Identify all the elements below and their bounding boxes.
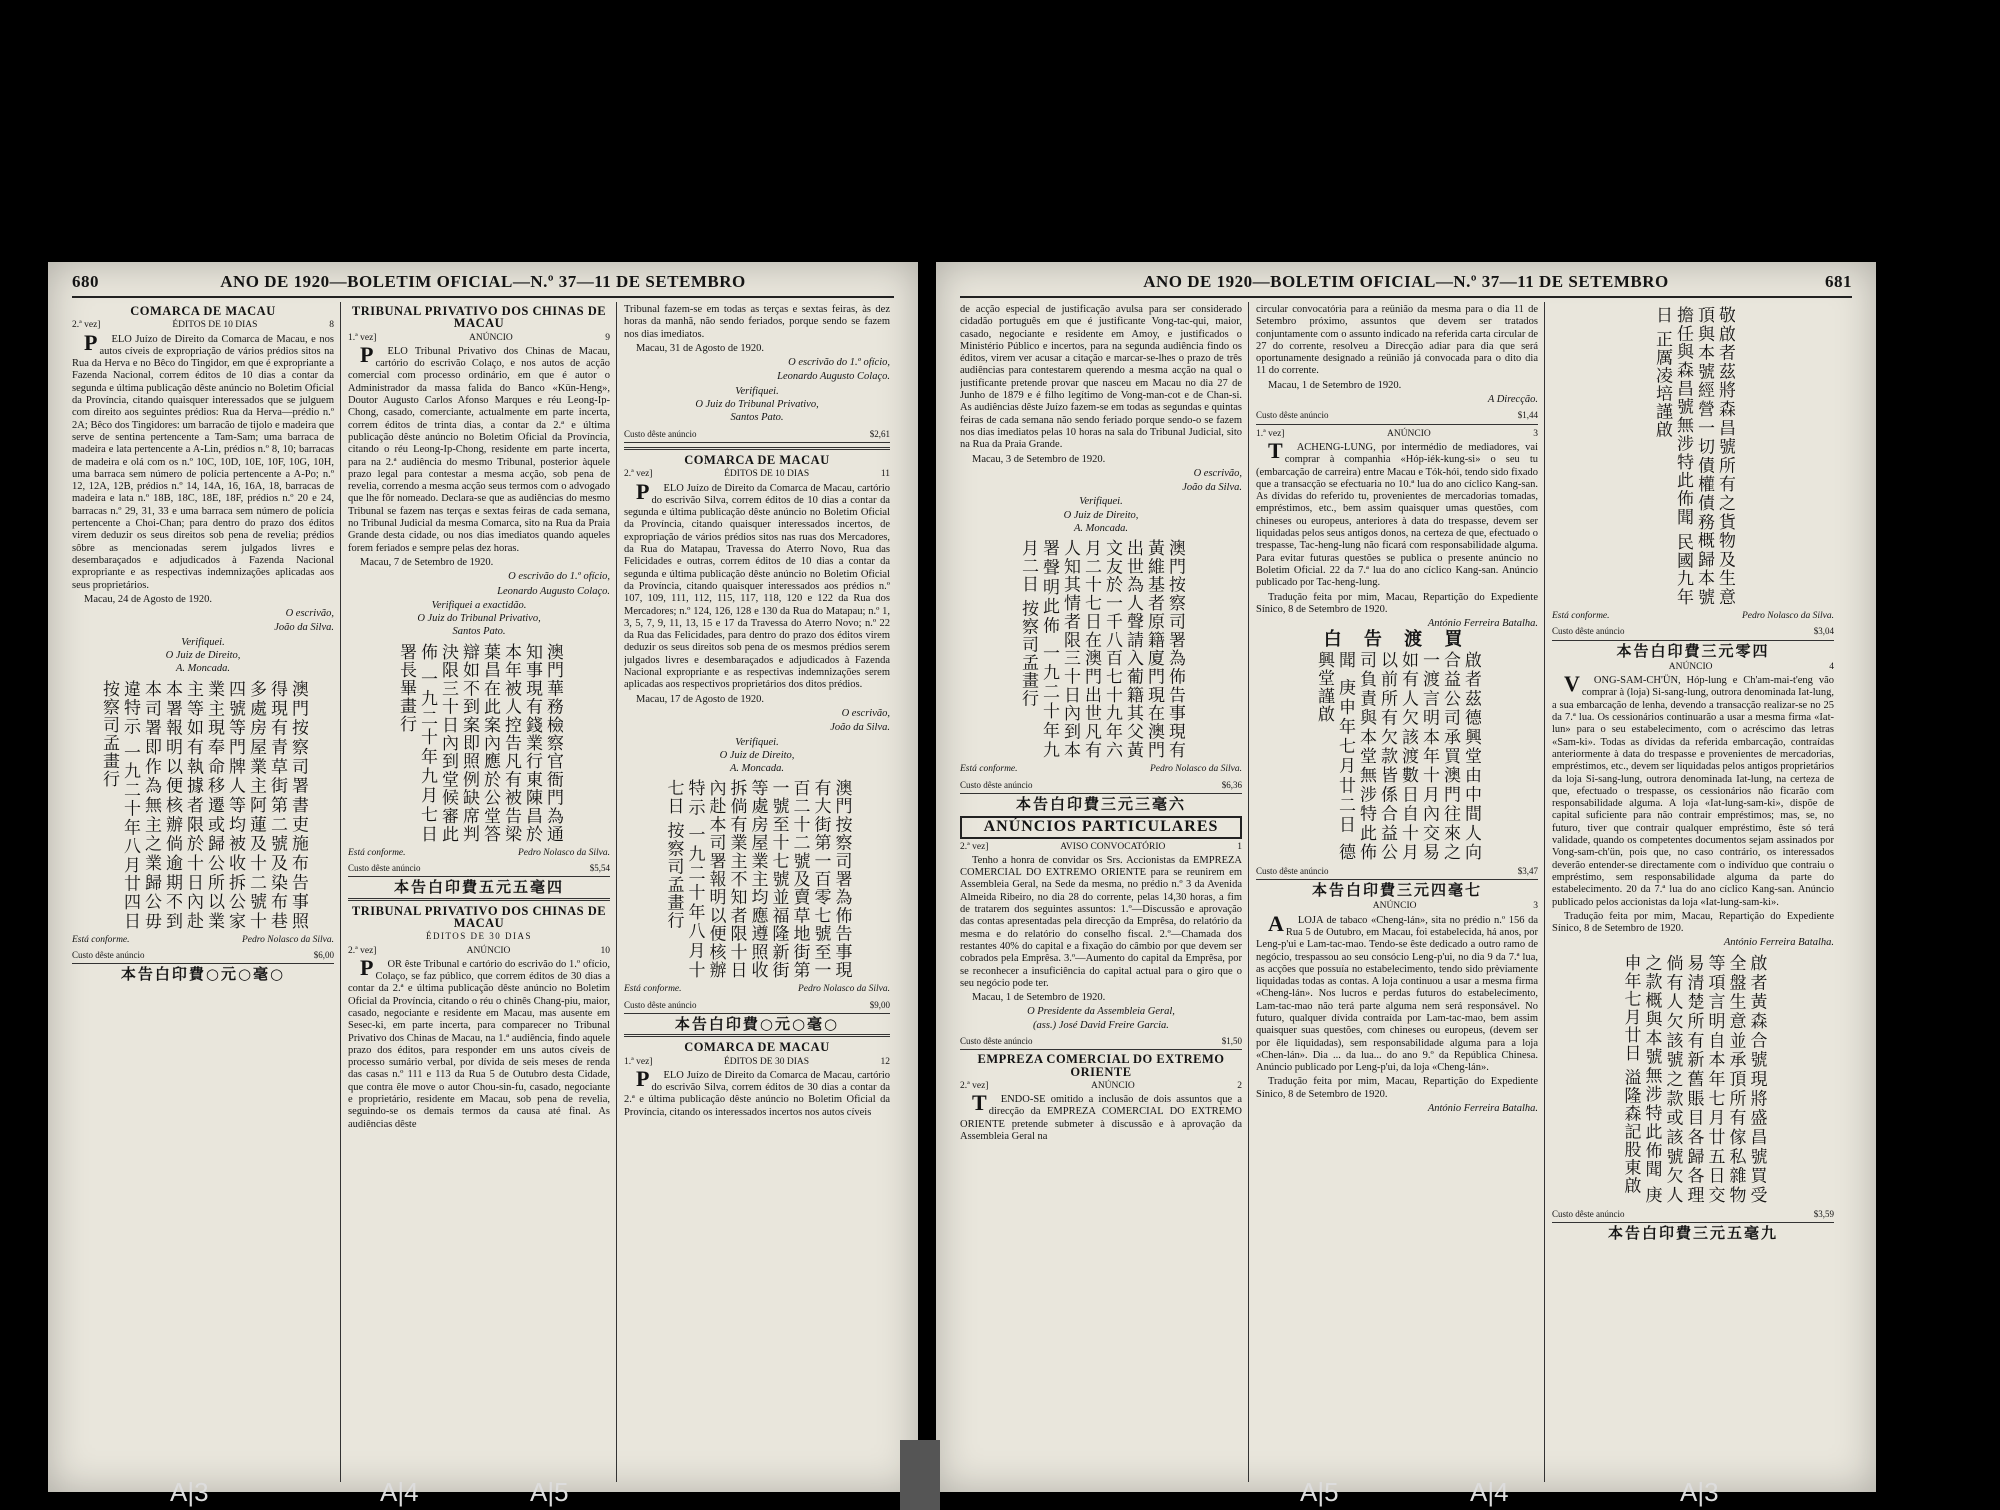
cost-label: Custo dêste anúncio <box>960 1035 1033 1046</box>
notice-subtitle: ÉDITOS DE 10 DIAS <box>172 320 258 331</box>
section-title: COMARCA DE MACAU <box>684 452 830 467</box>
judge-role: O Juiz do Tribunal Privativo, <box>417 613 541 625</box>
left-column-3 <box>624 302 890 1484</box>
notice-body: PELO Tribunal Privativo dos Chinas de Macau, cartório do escrivão Colaço, e nos autos de acção comercial com processo ordinário, em que é autor o Administrador da massa falida do Banco «Kün-Heng», Doutor Augusto Carlos Afonso Marques e réu Leong-Ip-Chong, casado, comerciante, actualmente em parte incerta, correm éditos de trinta dias, a contar da 2.ª e última publicação dêste anúncio no Boletim Oficial da Província, citando o réu Leong-Ip-Chong, residente em parte incerta, para na 2.ª audiência do mesmo Tribunal, posterior àquele prazo legal para contestar a mesma acção, sob pena de revelia, correndo a mesma acção seus termos com o advogado que lhe fôr nomeado. Declara-se que as audiências do mesmo Tribunal se fazem nas terças e sextas feiras de cada semana, no Tribunal Judicial da mesma Comarca, sito na Rua da Praia Grande desta cidade, ou nos dias imediatos quando aqueles forem feriados e sempre pelas dez horas. <box>348 341 610 554</box>
publication-count: 2.ª vez] <box>72 320 101 331</box>
cost-label: Custo dêste anúncio <box>624 999 697 1010</box>
conforme-line <box>960 763 1242 775</box>
cost-value: $3,47 <box>1517 865 1538 876</box>
chinese-notice-clerk: 署長畢畫行 <box>396 642 416 733</box>
page-number: 680 <box>72 272 99 291</box>
verified-label: Verifiquei. <box>735 385 779 397</box>
cost-label: Custo dêste anúncio <box>72 949 145 960</box>
notice-body: PELO Juízo de Direito da Comarca de Macau, e nos autos cíveis de expropriação de vários prédios sitos na Rua da Herva e no Bêco do Tingidor, em que é expropriante a Fazenda Nacional, correm éditos de 10 dias a contar da segunda e última publicação dêste anúncio no Boletim Oficial da Província, citando quaisquer interessados que se julguem com direito aos seguintes prédios: Rua da Herva—prédio n.º 2A; Bêco dos Tingidores: um barracão de tijolo e madeira que serve de sentina pertencente a Tam-Sam; uma barraca de madeira e lata pertencente a A-Lin, prédios n.º 8, 10; barracas de madeira e olá com os n.º 10C, 10D, 10E, 10F, 10G, 10H, uma barraca sem número de polícia pertencente a A-Po; n.º 12, 12A, 12B, prédios n.º 14, 14A, 16, 16A, 18, barracas de madeira e lata n.º 18B, 18C, 18E, 18F, prédios n.º 20 e 24, barracas n.º 29, 31, 33 e uma barraca sem número de polícia pertencente a Choi-Chan; para dentro do prazo dos éditos virem deduzir os seus direitos sob pena de revelia; prédios sôbre as mencionadas serem julgados livres e desembaraçados e adjudicados à Fazenda Nacional expropriante e as respectivas indemnizações aplicadas aos seus proprietários. <box>72 329 334 591</box>
left-column-2 <box>348 302 610 1484</box>
edge-mark: A|5 <box>1300 1477 1339 1507</box>
running-head-text: ANO DE 1920—BOLETIM OFICIAL—N.º 37—11 DE SETEMBRO <box>220 272 746 291</box>
chinese-notice <box>395 643 563 843</box>
cost-label: Custo dêste anúncio <box>1552 626 1625 637</box>
notice-subtitle: ÉDITOS DE 10 DIAS <box>724 469 810 480</box>
conforme-label: Está conforme. <box>72 934 130 945</box>
clerk-role: O escrivão do 1.º ofício, <box>788 357 890 369</box>
section-divider <box>624 447 890 450</box>
notice-header <box>624 1056 890 1068</box>
chinese-notice-heading: 白 告 渡 買 <box>1323 629 1471 651</box>
notice-header <box>1256 900 1538 912</box>
clerk-name: Leonardo Augusto Colaço. <box>497 585 610 597</box>
clerk-role: O escrivão, <box>1193 467 1242 479</box>
publication-count: 1.ª vez] <box>624 1056 653 1067</box>
conforme-name: Pedro Nolasco da Silva. <box>798 984 890 995</box>
notice-subtitle: AVISO CONVOCATÓRIO <box>1060 841 1166 852</box>
cost-label: Custo dêste anúncio <box>960 779 1033 790</box>
cost-label: Custo dêste anúncio <box>1256 865 1329 876</box>
notice-number: 8 <box>329 320 334 331</box>
chinese-cost-footer: 本告白印費三元三毫六 <box>1015 794 1186 813</box>
translation-note: Tradução feita por mim, Macau, Repartição do Expediente Sínico, 8 de Setembro de 1920. <box>1256 591 1538 615</box>
notice-number: 3 <box>1533 428 1538 439</box>
cost-value: $6,36 <box>1221 779 1242 790</box>
cost-value: $5,54 <box>589 863 610 874</box>
notice-subtitle: ANÚNCIO <box>466 945 511 956</box>
notice-subtitle: ANÚNCIO <box>1090 1080 1135 1091</box>
chinese-cost-footer: 本告白印費三元零四 <box>1616 641 1770 660</box>
notice-number: 12 <box>880 1056 890 1067</box>
notice-header <box>960 841 1242 853</box>
column-rule <box>1248 302 1249 1482</box>
cost-label: Custo dêste anúncio <box>624 428 697 439</box>
chinese-notice-text: 敬啟者茲將森昌號所有之貨物及生意頂與本號經營一切債權債務概歸本號擔任與森昌號無涉特此佈聞 <box>1673 306 1735 606</box>
publication-count: 1.ª vez] <box>1256 428 1285 439</box>
verified-label: Verifiquei. <box>181 636 225 648</box>
judge-role: O Juiz de Direito, <box>165 650 241 662</box>
translator-name: António Ferreira Batalha. <box>1723 937 1834 949</box>
chinese-cost-footer: 本告白印費五元五毫四 <box>393 878 564 897</box>
notice-header <box>624 468 890 480</box>
chinese-notice-date: 庚申年七月廿二日 德興堂謹啟 <box>1314 650 1355 861</box>
left-column-1 <box>72 302 334 1484</box>
cost-line <box>1552 1208 1834 1223</box>
clerk-name: Leonardo Augusto Colaço. <box>777 371 890 383</box>
book-spine <box>900 1440 940 1510</box>
notice-body: ALOJA de tabaco «Cheng-lán», sita no prédio n.º 156 da Rua 5 de Outubro, em Macau, foi estabelecida, há anos, por Leng-p'ui e Lam-tac-mao. Tendo-se êste dedicado a outro ramo de negócio, trespassou ao seu consócio Leng-p'ui, no dia 9 da 7.ª lua, as acções que possuía no estabelecimento, tendo sido prèviamente liquidadas todas as contas. A loja continuou a usar a mesma firma «Cheng-lán». Nos lucros e perdas futuros do estabelecimento, Lam-tac-mao não terá parte alguma nem será responsável. No futuro, qualquer dívida contraída por Lam-tac-mao, bem assim quaisquer suas questões, com chineses ou europeus, (devem ser por êle liquidadas), sem responsabilidade alguma para a loja «Chen-lán». Dia ... da lua... do ano 9.º da República Chinesa. Anúncio publicado por Leng-p'ui, da loja «Cheng-lán». <box>1256 910 1538 1074</box>
cost-line <box>960 1035 1242 1050</box>
signature: A Direcção. <box>1487 394 1538 406</box>
judge-role: O Juiz de Direito, <box>719 749 795 761</box>
right-column-2 <box>1256 302 1538 1484</box>
notice-body-continued: de acção especial de justificação avulsa para ser considerado cidadão português em que é justificante Vong-tac-qui, maior, casado, negociante e residente em Amoy, e justificados o Ministério Público e incertos, para na segunda audiência findo os éditos, virem ver acusar a citação e marcar-se-lhes o prazo de três audiências para contestarem querendo a mesma acção na qual o justificante pretende provar que nasceu em Macau no dia 27 de Junho de 1879 e é filho legítimo de Vong-man-cot e de Chan-si. As audiências dêste Juízo fazem-se em todas as segundas e quintas feiras de cada semana não sendo feriado porque sendo-o se fazem nos dias imediatos pelas 10 horas na sala do Tribunal Judicial, sito na Rua da Praia Grande. <box>960 304 1242 451</box>
notice-number: 9 <box>605 332 610 343</box>
notice-number: 4 <box>1829 661 1834 672</box>
translator-name: António Ferreira Batalha. <box>1427 1103 1538 1115</box>
cost-label: Custo dêste anúncio <box>348 863 421 874</box>
cost-value: $2,61 <box>869 428 890 439</box>
notice-date: Macau, 1 de Setembro de 1920. <box>1268 379 1402 391</box>
chinese-notice <box>1620 954 1767 1204</box>
chinese-cost-footer: 本告白印費三元四毫七 <box>1311 881 1482 900</box>
notice-header <box>1552 661 1834 673</box>
cost-value: $9,00 <box>869 999 890 1010</box>
notice-body: POR êste Tribunal e cartório do escrivão do 1.º ofício, Colaço, se faz público, que correm éditos de 30 dias a contar da 2.ª e última publicação dêste anúncio no Boletim Oficial da Província, citando o réu o chinês Chang-piu, maior, casado, negociante e residente em Macau, mas ausente em Sesec-ki, em parte incerta, para comparecer no Tribunal Privativo dos Chinas de Macau, na 1.ª audiência, findo aquele prazo dos éditos, para responder em uns autos cíveis de processo sumário verbal, por dívida de seis meses de renda das casas n.º 111 e 113 da Rua 5 de Outubro desta Cidade, que contra êle move o autor Chou-sin-fu, casado, negociante e proprietário, residente em Macau, sob pena de revelia, seguindo-se os demais termos da causa até final. As audiências dêste <box>348 954 610 1130</box>
judge-role: O Juiz do Tribunal Privativo, <box>695 399 819 411</box>
chinese-notice-date: 一九二十年八月廿四日 <box>120 742 140 930</box>
publication-count: 2.ª vez] <box>960 1080 989 1091</box>
right-column-3 <box>1552 302 1834 1484</box>
verified-label: Verifiquei. <box>735 736 779 748</box>
clerk-name: João da Silva. <box>1182 482 1242 494</box>
section-title: EMPREZA COMERCIAL DO EXTREMO ORIENTE <box>977 1052 1225 1079</box>
chinese-notice-text: 澳門按察司署書吏施布告事照得現有青草街第二號及染布巷多處房屋業主阿蓮及十二號十四號等門牌人等均被收拆公家業主現奉命移遷或歸公所以業主等如有執據者限於十日內赴本署報明以便核辦倘逾期不到本司署即作為無主之業歸公毋違特示 <box>120 679 308 930</box>
president-name: (ass.) José David Freire Garcia. <box>1033 1019 1169 1031</box>
president-role: O Presidente da Assembleia Geral, <box>1027 1006 1175 1018</box>
notice-header <box>960 1080 1242 1092</box>
chinese-notice-clerk: 按察司孟畫行 <box>99 679 119 788</box>
notice-number: 10 <box>600 945 610 956</box>
cost-line <box>624 428 890 443</box>
cost-value: $3,59 <box>1813 1208 1834 1219</box>
conforme-line <box>348 847 610 859</box>
notice-date: Macau, 17 de Agosto de 1920. <box>636 693 765 705</box>
right-page <box>936 262 1876 1492</box>
verified-label: Verifiquei. <box>1079 496 1123 508</box>
notice-body: TENDO-SE omitido a inclusão de dois assuntos que a direcção da EMPREZA COMERCIAL DO EXTREMO ORIENTE pretende submeter à discussão e à aprovação da Assembleia Geral na <box>960 1090 1242 1143</box>
notice-number: 3 <box>1533 901 1538 912</box>
edge-mark: A|4 <box>1470 1477 1509 1507</box>
judge-name: A. Moncada. <box>176 663 230 675</box>
cost-line <box>960 779 1242 794</box>
clerk-role: O escrivão, <box>285 608 334 620</box>
publication-count: 2.ª vez] <box>348 945 377 956</box>
chinese-cost-footer: 本告白印費○元○毫○ <box>674 1014 840 1033</box>
publication-count: 2.ª vez] <box>624 469 653 480</box>
column-rule <box>616 302 617 1482</box>
section-title: COMARCA DE MACAU <box>684 1040 830 1055</box>
chinese-notice-date: 一九二十年八月十七日 <box>663 779 705 980</box>
chinese-notice <box>1651 306 1735 606</box>
notice-header <box>348 945 610 957</box>
notice-date: Macau, 24 de Agosto de 1920. <box>84 593 213 605</box>
chinese-notice-text: 澳門華務檢察官衙門為通知事現有錢業行東陳昌於本年被人控告凡有被告梁葉昌在此案內應於公堂答辯如不到案即照例缺席判決限三十日內到堂候審此佈 <box>417 642 563 843</box>
chinese-notice-text: 啟者黃森合號現將盛昌號買受全盤生意並承頂所有傢私雜物等項言明自本年七月廿五日交易清楚所有新舊賬目各歸各理倘有人欠該號之款或該號欠人之款概與本號無涉特此佈聞 <box>1641 953 1767 1204</box>
running-head-left <box>72 270 894 298</box>
section-title: COMARCA DE MACAU <box>130 304 276 318</box>
cost-line <box>72 949 334 964</box>
chinese-notice-date: 民國九年 日 正厲凌培謹啟 <box>1652 306 1693 606</box>
notice-body: Tenho a honra de convidar os Srs. Accionistas da EMPREZA COMERCIAL DO EXTREMO ORIENTE para se reunirem em Assembleia Geral, na Sede da mesma, no prédio n.º 3 da Avenida Almeida Ribeiro, no dia 28 do corrente, pelas 14,30 horas, a fim de tratarem dos seguintes assuntos: 1.º—Discussão e aprovação das contas apresentadas pela direcção da Emprêsa, do relatório da mesma e do relatório do conselho fiscal. 2.º—Chamada dos restantes 40% do capital e a fixação do câmbio por que devem ser cobrados pela Emprêsa. 3.º—Aumento do capital da Emprêsa, por se reconhecer a insuficiência do capital actual para o giro que o seu negócio pode ter. <box>960 854 1242 989</box>
page-number: 681 <box>1825 272 1852 291</box>
left-page <box>48 262 918 1492</box>
edge-mark: A|4 <box>380 1477 419 1507</box>
translation-note: Tradução feita por mim, Macau, Repartição do Expediente Sínico, 8 de Setembro de 1920. <box>1256 1076 1538 1100</box>
cost-line <box>1552 625 1834 640</box>
conforme-name: Pedro Nolasco da Silva. <box>242 934 334 945</box>
conforme-name: Pedro Nolasco da Silva. <box>518 847 610 858</box>
chinese-notice-clerk: 按察司孟畫行 <box>1018 599 1038 708</box>
column-rule <box>1544 302 1545 1482</box>
chinese-notice <box>1313 651 1481 861</box>
edge-mark: A|3 <box>1680 1477 1719 1507</box>
notice-body: PELO Juízo de Direito da Comarca de Macau, cartório do escrivão Silva, correm éditos de 30 dias a contar da 2.ª e última publicação dêste anúncio no Boletim Oficial da Província, citando os interessados incertos nos autos cíveis <box>624 1065 890 1118</box>
conforme-name: Pedro Nolasco da Silva. <box>1742 611 1834 621</box>
cost-label: Custo dêste anúncio <box>1552 1208 1625 1219</box>
notice-date: Macau, 3 de Setembro de 1920. <box>972 453 1106 465</box>
notice-subtitle: ANÚNCIO <box>1386 428 1431 439</box>
section-divider <box>624 1034 890 1037</box>
clerk-name: João da Silva. <box>830 722 890 734</box>
cost-value: $1,50 <box>1221 1035 1242 1046</box>
conforme-name: Pedro Nolasco da Silva. <box>1150 764 1242 775</box>
notice-subtitle: ÉDITOS DE 30 DIAS <box>723 1056 810 1067</box>
cost-line <box>348 862 610 877</box>
chinese-notice <box>1017 539 1185 759</box>
publication-count: 2.ª vez] <box>960 841 989 852</box>
clerk-role: O escrivão, <box>841 707 890 719</box>
notice-number: 1 <box>1237 841 1242 852</box>
chinese-notice-date: 一九二十年九月二日 <box>1018 539 1059 760</box>
chinese-notice-text: 澳門按察司署為佈告事現有黃維基者原籍廈門現在澳門出世為人聲請入葡籍其父黃文友於一千八百七十九年六月二十七日在澳門出世凡有人知其情者限三十日內到本署聲明此佈 <box>1039 539 1185 760</box>
column-rule <box>340 302 341 1482</box>
notice-number: 11 <box>880 469 890 480</box>
notice-body: PELO Juízo de Direito da Comarca de Macau, cartório do escrivão Silva, correm éditos de 10 dias a contar da segunda e última publicação dêste anúncio no Boletim Oficial da Província, citando quaisquer interessados incertos, de expropriação de vários prédios sitos nas ruas dos Mercadores, da Rua do Matapau, Travessa do Aterro Novo, Rua das Felicidades e outras, correm éditos de 10 dias a contar da segunda e última publicação dêste anúncio no Boletim Oficial da Província, citando quaisquer interessados aos prédios n.º 107, 109, 111, 112, 115, 117, 118, 120 e 122 da Rua dos Mercadores; n.º 124, 126, 128 e 130 da Rua do Matapau; n.º 1, 3, 5, 7, 9, 11, 13, 15 e 17 da Travessa do Aterro Novo; n.º 22 da Rua das Felicidades, para dentro do prazo dos éditos virem deduzir os seus direitos sob pena de os mesmos prédios serem julgados livres e desembaraçados e adjudicados à Fazenda Nacional expropriante e as respectivas indemnizações serem aplicadas aos respectivos proprietários dos ditos prédios. <box>624 478 890 691</box>
clerk-role: O escrivão do 1.º ofício, <box>508 571 610 583</box>
translator-name: António Ferreira Batalha. <box>1427 618 1538 630</box>
notice-body: VONG-SAM-CH'ÜN, Hóp-lung e Ch'am-mai-t'eng vão comprar à (loja) Si-sang-lung, outrora denominada Iat-lung, a sua embarcação de lenha, devendo a transacção realizar-se no 25 da 7.ª lua. Os cessionários continuarão a usar a mesma firma «Iat-lun» para o seu estabelecimento, com o acréscimo das letras «Sam-ki». Todas as dívidas da referida embarcação, contraídas anteriormente à data do trespasse e provenientes de mercadorias, empréstimos, etc., devem ser liquidadas pelos antigos proprietários da loja Si-sang-lung, outrora denominada Iat-lung, na certeza de que, efectuado o trespasse, os cessionários não ficarão com responsabilidade alguma. A loja «Iat-lung-sam-ki», dispõe de capital suficiente para não contrair empréstimos; mas, se, no futuro, tiver que contrair qualquer empréstimo, êste só terá validade, quando os competentes documentos sejam assinados por Vong-sam-ch'ün, pois que, no caso contrário, os interessados deverão entender-se directamente com o indivíduo que contraiu o empréstimo, sem responsabilidade alguma da parte do estabelecimento. 20 da 7.ª lua do ano cíclico Kang-san. Anúncio publicado pelos accionistas da loja «Iat-lung-sam-ki». <box>1552 671 1834 908</box>
judge-name: A. Moncada. <box>1074 523 1128 535</box>
notice-body-continued: circular convocatória para a reünião da mesma para o dia 11 de Setembro próximo, assuntos que devem ser tratados conjuntamente com o assunto indicado na referida carta circular de 27 do corrente, resolveu a Direcção adiar para dia que será oportunamente designado a reünião já convocada para o dito dia 11 do corrente. <box>1256 304 1538 377</box>
notice-subtitle: ANÚNCIO <box>1668 661 1713 672</box>
publication-count: 1.ª vez] <box>348 332 377 343</box>
judge-name: A. Moncada. <box>730 763 784 775</box>
conforme-line <box>72 934 334 946</box>
notice-header <box>72 319 334 331</box>
clerk-name: João da Silva. <box>274 622 334 634</box>
notice-date: Macau, 7 de Setembro de 1920. <box>360 556 494 568</box>
chinese-notice-date: 庚申年七月廿日 溢隆森記股東啟 <box>1620 953 1662 1204</box>
cost-line <box>1256 865 1538 880</box>
chinese-notice <box>663 779 852 979</box>
running-head-right <box>960 270 1852 298</box>
section-subtitle: ÉDITOS DE 30 DIAS <box>425 931 533 942</box>
notice-header <box>348 332 610 344</box>
chinese-notice <box>98 680 308 930</box>
judge-name: Santos Pato. <box>452 626 506 638</box>
chinese-notice-date: 一九二十年九月七日 <box>417 669 437 843</box>
section-banner: ANÚNCIOS PARTICULARES <box>960 816 1242 838</box>
conforme-line <box>624 983 890 995</box>
chinese-cost-footer: 本告白印費○元○毫○ <box>120 965 286 984</box>
cost-line <box>624 999 890 1014</box>
notice-header <box>1256 428 1538 440</box>
judge-name: Santos Pato. <box>730 412 784 424</box>
cost-value: $1,44 <box>1517 410 1538 421</box>
chinese-notice-text: 啟者茲德興堂由中間人向合益公司承買澳門往來之一渡言明本年十月內交易如有人欠該渡數日自十月以前所有欠款皆係合益公司負責與本堂無涉特此佈聞 <box>1335 650 1481 861</box>
notice-number: 2 <box>1237 1080 1242 1091</box>
conforme-label: Está conforme. <box>1552 611 1610 621</box>
translation-note: Tradução feita por mim, Macau, Repartição do Expediente Sínico, 8 de Setembro de 1920. <box>1552 910 1834 935</box>
edge-mark: A|5 <box>530 1477 569 1507</box>
notice-subtitle: ANÚNCIO <box>1372 901 1417 912</box>
running-head-text: ANO DE 1920—BOLETIM OFICIAL—N.º 37—11 DE SETEMBRO <box>1143 272 1669 291</box>
cost-value: $6,00 <box>313 949 334 960</box>
section-divider <box>348 898 610 901</box>
notice-subtitle: ANÚNCIO <box>468 332 513 343</box>
judge-role: O Juiz de Direito, <box>1063 509 1139 521</box>
edge-mark: A|3 <box>170 1477 209 1507</box>
chinese-cost-footer: 本告白印費三元五毫九 <box>1607 1224 1778 1243</box>
notice-date: Macau, 1 de Setembro de 1920. <box>972 992 1106 1004</box>
section-title: TRIBUNAL PRIVATIVO DOS CHINAS DE MACAU <box>351 903 607 930</box>
notice-date: Macau, 31 de Agosto de 1920. <box>636 342 765 354</box>
conforme-label: Está conforme. <box>960 764 1018 775</box>
cost-line <box>1256 409 1538 424</box>
chinese-notice-text: 澳門按察司署為佈告事現有大街第一百零七號至一百二十二號及賣草地街第一號至十七號並福隆新街等處房屋業主均應遵照收拆倘有業主不知者限十日內赴本司署報明以便核辦特示 <box>684 779 852 980</box>
notice-body: TACHENG-LUNG, por intermédio de mediadores, vai comprar à companhia «Hóp-iék-kung-si» o seu tu (embarcação de carreira) entre Macau e Tók-hói, tendo sido fixado que a transacção se efectuaria no 10.ª lua do ano cíclico Kang-san. As dívidas do referido tu, provenientes de mercadorias tomadas, empréstimos, etc., bem assim quaisquer umas questões, com chineses ou europeus, anteriores à data do trespasse, devem ser liquidadas pelos seus antigos donos, na certeza de que, efectuado o trespasse, Tac-heng-lung não ficará com responsabilidade alguma. Para evitar futuras questões se publica o presente anúncio no Boletim Oficial. 22 da 7.ª lua do ano cíclico Kang-san. Anúncio publicado por Tac-heng-lung. <box>1256 437 1538 589</box>
cost-label: Custo dêste anúncio <box>1256 410 1329 421</box>
right-column-1 <box>960 302 1242 1484</box>
verified-label: Verifiquei a exactidão. <box>431 599 527 611</box>
chinese-notice-clerk: 按察司孟畫行 <box>663 821 684 930</box>
conforme-line <box>1552 610 1834 622</box>
section-title: TRIBUNAL PRIVATIVO DOS CHINAS DE MACAU <box>351 304 607 331</box>
notice-body-continued: Tribunal fazem-se em todas as terças e sextas feiras, às dez horas da manhã, não sendo feriados, porque sendo se fazem nos dias imediatos. <box>624 304 890 340</box>
conforme-label: Está conforme. <box>348 847 406 858</box>
cost-value: $3,04 <box>1813 626 1834 637</box>
conforme-label: Está conforme. <box>624 984 682 995</box>
